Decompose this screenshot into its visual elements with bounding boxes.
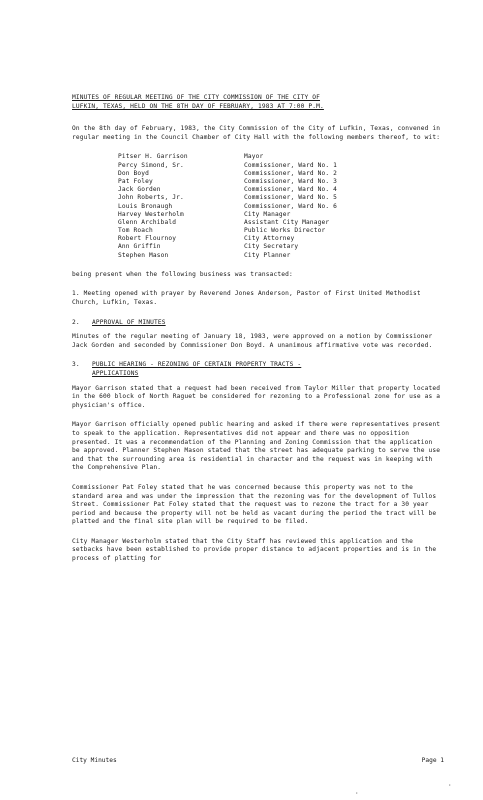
scan-speck: ·: [355, 790, 359, 797]
section-number: 3.: [72, 361, 80, 369]
roster-name: Percy Simond, Sr.: [118, 161, 184, 169]
roster-name: Louis Bronaugh: [118, 202, 173, 210]
roster-title: Mayor: [244, 153, 264, 161]
section-heading-line-2: APPLICATIONS: [92, 369, 139, 377]
roster-title: Public Works Director: [244, 227, 326, 235]
title-line-2: LUFKIN, TEXAS, HELD ON THE 8TH DAY OF FEBRUARY, 1983 AT 7:00 P.M.: [72, 102, 324, 110]
roster-title: City Planner: [244, 251, 291, 259]
section-3-heading: [72, 361, 444, 378]
roster-name: Glenn Archibald: [118, 218, 177, 226]
roster-name: Pat Foley: [118, 177, 153, 185]
section-3-paragraph: City Manager Westerholm stated that the City Staff has reviewed this application and the setbacks have been established to provide proper distance to adjacent properties and is in the process of platting for: [72, 537, 437, 563]
roster-name: Robert Flournoy: [118, 235, 177, 243]
scan-speck: ·: [448, 782, 452, 789]
roster-title: Commissioner, Ward No. 3: [244, 177, 338, 185]
page-number: Page 1: [421, 757, 444, 764]
attendance-roster: [118, 153, 444, 259]
roster-name: Jack Gorden: [118, 186, 161, 194]
roster-title: City Attorney: [244, 235, 295, 243]
section-number: 1.: [72, 290, 80, 298]
roster-title: Commissioner, Ward No. 5: [244, 194, 338, 202]
title-line-1: MINUTES OF REGULAR MEETING OF THE CITY COMMISSION OF THE CITY OF: [72, 94, 321, 101]
section-1: [72, 290, 444, 307]
roster-title: Commissioner, Ward No. 1: [244, 161, 338, 169]
minutes-title: [72, 94, 444, 111]
intro-paragraph: On the 8th day of February, 1983, the City Commission of the City of Lufkin, Texas, convened in regular meeting in the Council Chamber of City Hall with the following members thereof, to wit:: [72, 125, 441, 141]
roster-name: Stephen Mason: [118, 251, 169, 259]
section-3-paragraph: Commissioner Pat Foley stated that he was concerned because this property was not to the standard area and was under the impression that the rezoning was for the development of Tullos Street. Commissioner Pat Foley stated that the request was to rezone the tract for a 30 year period and because the property will not be held as vacant during the period the tract will be platted and the final site plan will be required to be filed.: [72, 483, 437, 526]
section-heading-text: APPROVAL OF MINUTES: [92, 318, 166, 326]
roster-title: Commissioner, Ward No. 6: [244, 202, 338, 210]
section-3-paragraph: Mayor Garrison officially opened public hearing and asked if there were representatives present to speak to the application. Representatives did not appear and there was no opposition presented. It was a recommendation of the Planning and Zoning Commission that the application be approved. Planner Stephen Mason stated that the street has adequate parking to serve the use and that the surrounding area is residential in character and the request was in keeping with the Comprehensive Plan.: [72, 421, 441, 472]
roster-name: Ann Griffin: [118, 243, 161, 251]
section-heading-text: PUBLIC HEARING - REZONING OF CERTAIN PROPERTY TRACTS -: [92, 361, 302, 369]
section-2-heading: [72, 319, 444, 328]
quorum-statement: being present when the following business was transacted:: [72, 270, 293, 278]
section-2-body: Minutes of the regular meeting of January 18, 1983, were approved on a motion by Commissioner Jack Gorden and seconded by Commissioner Don Boyd. A unanimous affirmative vote was recorded.: [72, 333, 433, 349]
section-number: 2.: [72, 318, 80, 326]
roster-title: City Secretary: [244, 243, 299, 251]
section-1-body: Meeting opened with prayer by Reverend Jones Anderson, Pastor of First United Methodist Church, Lufkin, Texas.: [72, 290, 421, 306]
roster-name: Don Boyd: [118, 169, 150, 177]
page-footer: [72, 757, 444, 764]
roster-title: Commissioner, Ward No. 4: [244, 186, 338, 194]
roster-name: Pitser H. Garrison: [118, 153, 188, 161]
roster-name: John Roberts, Jr.: [118, 194, 184, 202]
footer-left: City Minutes: [72, 757, 117, 764]
roster-title: City Manager: [244, 210, 291, 218]
section-3-paragraph: Mayor Garrison stated that a request had been received from Taylor Miller that property located in the 600 block of North Raguet be considered for rezoning to a Professional zone for use as a physician's office.: [72, 384, 441, 409]
roster-name: Harvey Westerholm: [118, 210, 184, 218]
roster-name: Tom Roach: [118, 227, 153, 235]
roster-title: Assistant City Manager: [244, 218, 330, 226]
minutes-body: [72, 94, 444, 575]
roster-title: Commissioner, Ward No. 2: [244, 169, 338, 177]
